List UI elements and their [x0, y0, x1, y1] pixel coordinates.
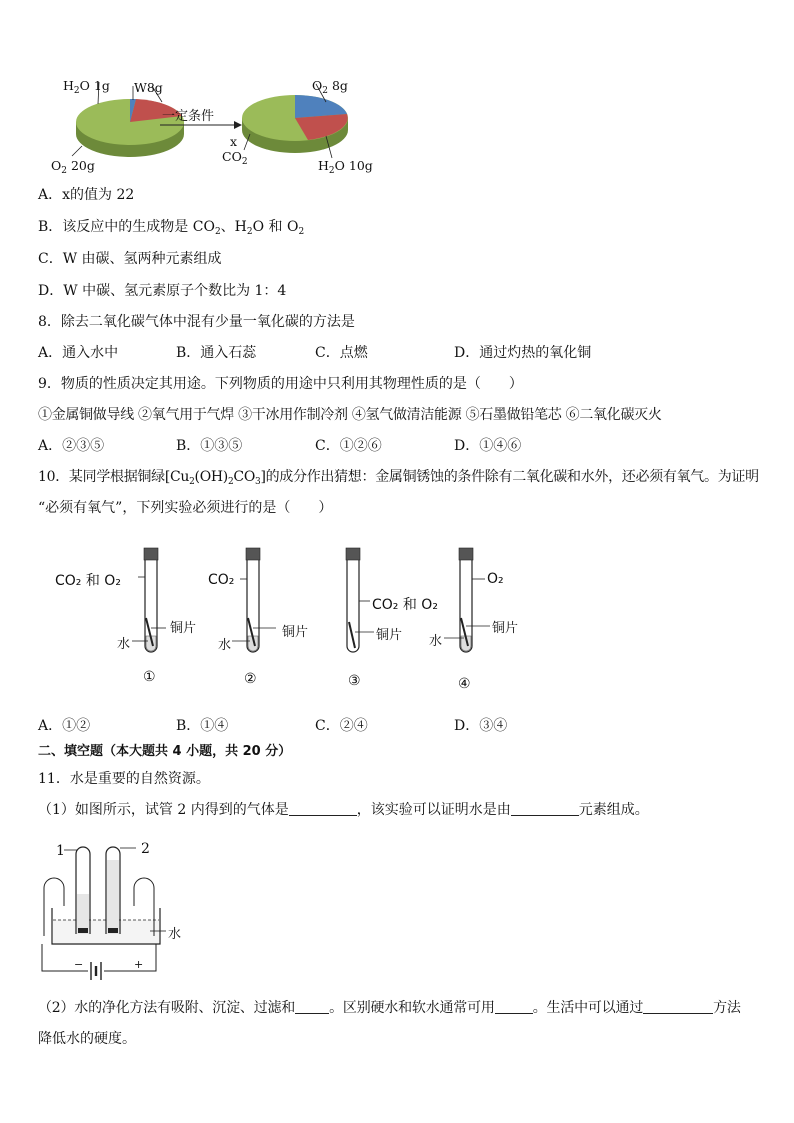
left-h2o-label: $H_2O$ 1g [63, 78, 110, 96]
test-tube-3 [346, 548, 374, 652]
q11-part1: （1）如图所示，试管 2 内得到的气体是 ，该实验可以证明水是由 元素组成。 [38, 802, 649, 818]
tube4-gas-label: O₂ [487, 571, 504, 587]
right-o2-label: $O_2$ 8g [312, 78, 348, 96]
test-tube-2 [232, 548, 276, 652]
q11-blank-reagent[interactable] [495, 999, 533, 1014]
q11-blank-soften[interactable] [643, 999, 713, 1014]
electrolysis-label-2: 2 [141, 841, 150, 857]
tube2-number: ② [244, 671, 257, 687]
q9-option-a: A．②③⑤ [38, 438, 105, 454]
q8-option-b: B．通入石蕊 [176, 345, 257, 361]
q8-option-d: D．通过灼热的氧化铜 [454, 345, 592, 361]
tube2-gas-label: CO₂ [208, 572, 235, 588]
q7-option-c: C．W 由碳、氢两种元素组成 [38, 251, 222, 267]
tube2-water-label: 水 [218, 638, 232, 653]
q11-blank-elements[interactable] [511, 801, 579, 816]
q11-blank-gas[interactable] [289, 801, 357, 816]
tube1-number: ① [143, 669, 156, 685]
q8-option-c: C．点燃 [315, 345, 368, 361]
q11-part2-line2: 降低水的硬度。 [38, 1031, 136, 1047]
section-2-title: 二、填空题（本大题共 4 小题，共 20 分） [38, 744, 292, 759]
right-pie-o2-slice [295, 95, 347, 118]
q8-stem: 8．除去二氧化碳气体中混有少量一氧化碳的方法是 [38, 314, 355, 330]
q10-stem-line2: “必须有氧气”，下列实验必须进行的是（ ） [38, 500, 333, 516]
right-co2-label: $CO_2$ [222, 149, 248, 167]
arrow-condition-label: 一定条件 [162, 109, 215, 124]
electrolysis-water-label: 水 [168, 927, 182, 942]
q7-option-a: A．x的值为 22 [38, 187, 135, 203]
test-tube-4 [444, 548, 490, 652]
q7-option-d: D．W 中碳、氢元素原子个数比为 1：4 [38, 283, 287, 299]
tube3-number: ③ [348, 673, 361, 689]
tube1-copper-label: 铜片 [170, 621, 197, 636]
electrolysis-label-1: 1 [56, 843, 65, 859]
left-o2-label: $O_2$ 20g [51, 158, 95, 176]
q9-option-d: D．①④⑥ [454, 438, 522, 454]
tube3-copper-label: 铜片 [376, 628, 403, 643]
q11-stem: 11．水是重要的自然资源。 [38, 771, 210, 787]
right-h2o-label: $H_2O$ 10g [318, 158, 373, 176]
q11-blank-method[interactable] [295, 999, 329, 1014]
q8-option-a: A．通入水中 [38, 345, 119, 361]
battery-plus-label: + [134, 958, 144, 971]
tube3-gas-label: CO₂ 和 O₂ [372, 597, 438, 613]
q10-stem-line1: 10．某同学根据铜绿$[Cu_2(OH)_2CO_3]$的成分作出猜想：金属铜锈蚀的条件除有二氧化碳和水外，还必须有氧气。为证明 [38, 469, 759, 487]
q10-option-b: B．①④ [176, 718, 229, 734]
tube4-number: ④ [458, 676, 471, 692]
right-x-label: x [230, 134, 238, 149]
tube1-water-label: 水 [117, 637, 131, 652]
tube4-copper-label: 铜片 [492, 621, 519, 636]
q7-option-b: B．该反应中的生成物是 $CO_2$、$H_2O$ 和 $O_2$ [38, 219, 305, 237]
q10-option-c: C．②④ [315, 718, 368, 734]
q10-option-a: A．①② [38, 718, 91, 734]
left-w-label: W8g [134, 80, 163, 95]
q9-option-b: B．①③⑤ [176, 438, 243, 454]
tube1-gas-label: CO₂ 和 O₂ [55, 573, 121, 589]
q9-option-c: C．①②⑥ [315, 438, 382, 454]
q9-stem: 9．物质的性质决定其用途。下列物质的用途中只利用其物理性质的是（ ） [38, 376, 523, 392]
q9-items: ①金属铜做导线 ②氧气用于气焊 ③干冰用作制冷剂 ④氢气做清洁能源 ⑤石墨做铅笔芯 ⑥二氧化碳灭火 [38, 407, 662, 423]
tube4-water-label: 水 [429, 634, 443, 649]
test-tube-1 [132, 548, 166, 652]
q11-part2-line1: （2）水的净化方法有吸附、沉淀、过滤和 。区别硬水和软水通常可用 。生活中可以通过 方法 [38, 1000, 741, 1016]
battery-minus-label: − [74, 958, 84, 971]
q10-option-d: D．③④ [454, 718, 508, 734]
tube2-copper-label: 铜片 [282, 625, 309, 640]
